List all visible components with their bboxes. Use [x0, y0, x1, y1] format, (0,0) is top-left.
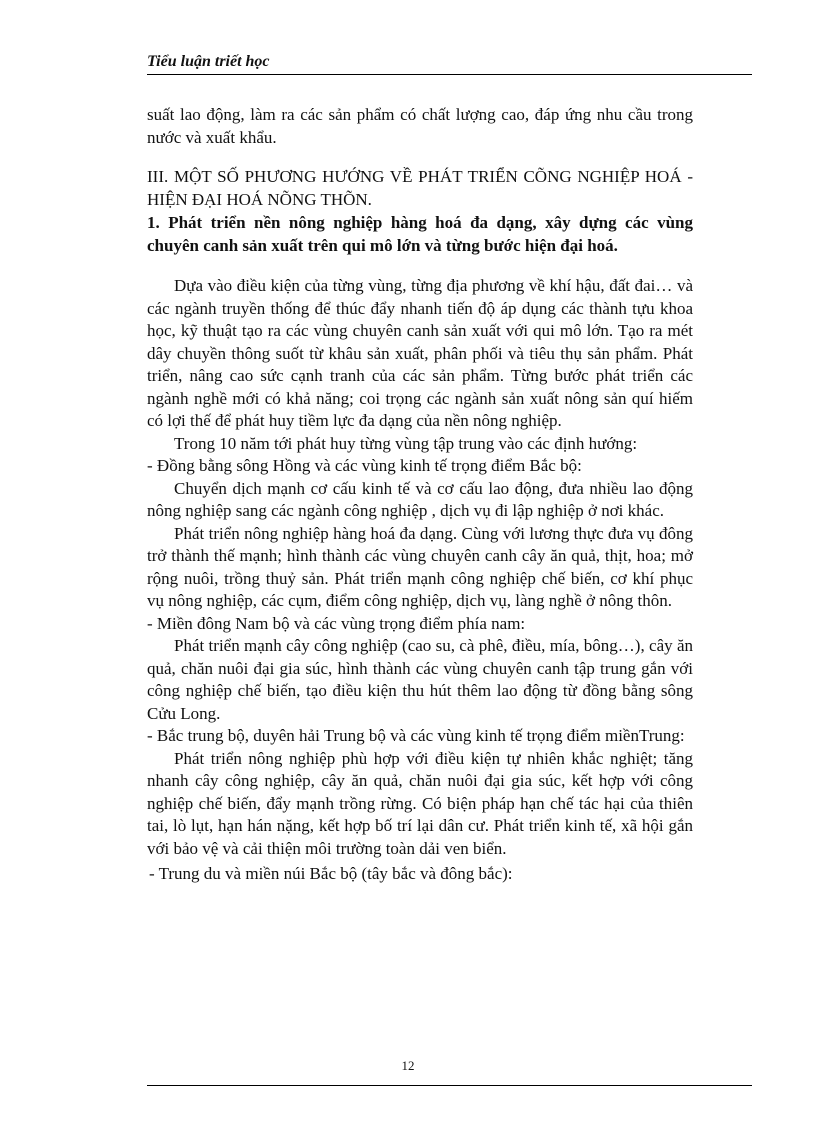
bullet-item: - Đồng bằng sông Hồng và các vùng kinh tế trọng điểm Bắc bộ:	[147, 456, 582, 475]
paragraph: Dựa vào điều kiện của từng vùng, từng địa phương về khí hậu, đất đai… và các ngành truyền thống để thúc đẩy nhanh tiến độ áp dụng các thành tựu khoa học, kỹ thuật tạo ra các vùng chuyên canh sản xuất với qui mô lớn. Tạo ra mét dây chuyền thông suốt từ khâu sản xuất, phân phối và tiêu thụ sản phẩm. Phát triển, nâng cao sức cạnh tranh của các sản phẩm. Từng bước phát triển các ngành nghề mới có khả năng; coi trọng các ngành sản xuất nông sản quí hiếm có lợi thế để phát huy tiềm lực đa dạng của nền nông nghiệp.	[147, 276, 693, 430]
subheading: 1. Phát triển nền nông nghiệp hàng hoá đa dạng, xây dựng các vùng chuyên canh sản xuất trên qui mô lớn và từng bước hiện đại hoá.	[147, 213, 693, 255]
paragraph: Chuyển dịch mạnh cơ cấu kinh tế và cơ cấu lao động, đưa nhiều lao động nông nghiệp sang các ngành công nghiệp , dịch vụ đi lập nghiệp ở nơi khác.	[147, 478, 693, 520]
bullet-item: - Bắc trung bộ, duyên hải Trung bộ và các vùng kinh tế trọng điểm miềnTrung:	[147, 726, 685, 745]
intro-paragraph: suất lao động, làm ra các sản phẩm có chất lượng cao, đáp ứng nhu cầu trong nước và xuất khẩu.	[147, 105, 693, 147]
page-header	[147, 52, 752, 72]
paragraph: Phát triển nông nghiệp hàng hoá đa dạng. Cùng với lương thực đưa vụ đông trở thành thế mạnh; hình thành các vùng chuyên canh cây ăn quả, thịt, hoa; mở rộng nuôi, trồng thuỷ sản. Phát triển mạnh công nghiệp chế biến, cơ khí phục vụ nông nghiệp, các cụm, điểm công nghiệp, dịch vụ, làng nghề ở nông thôn.	[147, 523, 693, 610]
paragraph: Trong 10 năm tới phát huy từng vùng tập trung vào các định hướng:	[174, 433, 638, 453]
bullet-item: - Trung du và miền núi Bắc bộ (tây bắc và đông bắc):	[149, 864, 513, 883]
bullet-item: - Miền đông Nam bộ và các vùng trọng điểm phía nam:	[147, 613, 526, 633]
header-title: Tiểu luận triết học	[147, 53, 270, 70]
page-number: 12	[401, 1058, 415, 1073]
document-body	[147, 104, 693, 886]
paragraph: Phát triển nông nghiệp phù hợp với điều kiện tự nhiên khắc nghiệt; tăng nhanh cây công nghiệp, cây ăn quả, chăn nuôi đại gia súc, kết hợp với công nghiệp chế biến, đẩy mạnh trồng rừng. Có biện pháp hạn chế tác hại của thiên tai, lò lụt, hạn hán nặng, kết hợp bố trí lại dân cư. Phát triển kinh tế, xã hội gắn với bảo vệ và cải thiện môi trường toàn dải ven biển.	[147, 748, 693, 858]
paragraph: Phát triển mạnh cây công nghiệp (cao su, cà phê, điều, mía, bông…), cây ăn quả, chăn nuôi đại gia súc, hình thành các vùng chuyên canh tập trung gắn với công nghiệp chế biến, tạo điều kiện thu hút thêm lao động từ đồng bằng sông Cửu Long.	[147, 636, 693, 723]
header-rule	[147, 74, 752, 75]
footer-rule	[147, 1085, 752, 1086]
section-heading: III. MỘT SỐ PHƯƠNG HƯỚNG VỀ PHÁT TRIỂN CÕNG NGHIỆP HOÁ - HIỆN ĐẠI HOÁ NÕNG THÕN.	[147, 167, 693, 209]
